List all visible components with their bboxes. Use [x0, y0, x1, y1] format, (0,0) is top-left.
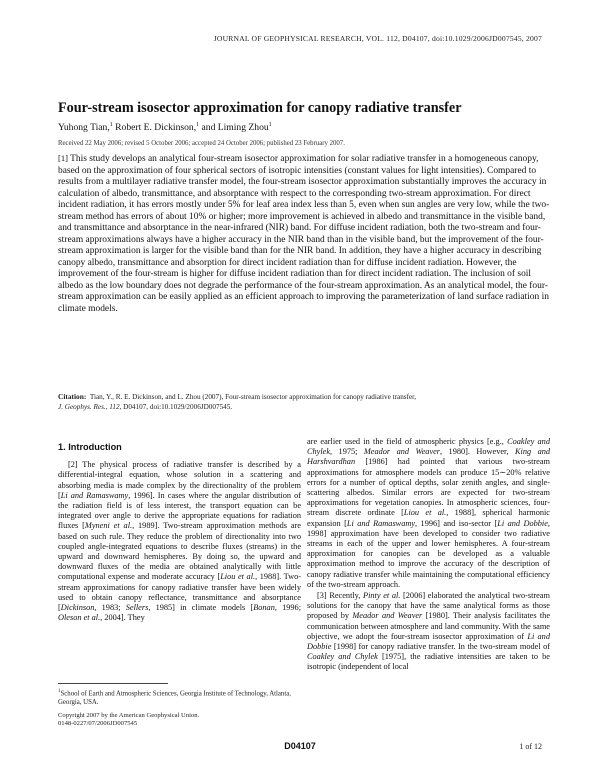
author-name: Robert E. Dickinson,: [112, 122, 197, 134]
reference-link: Sellers: [125, 603, 149, 613]
body-text: Recently,: [329, 591, 364, 601]
reference-link: Meador and Weaver: [352, 611, 423, 621]
body-text: , 1983;: [94, 603, 126, 613]
paragraph-number: [2]: [68, 460, 78, 470]
body-text: , 1988]. Two-stream approximations for canopy radiative transfer have been widely used to obtain canopy reflectance, transmittance and absorptance [: [58, 572, 302, 613]
section-heading: 1. Introduction: [58, 442, 122, 452]
body-text: The physical process of radiative transfer is described by a differential-integral equation, whose solution in a scattering and absorbing media is made complex by the directionality of the problem [: [58, 460, 301, 500]
body-text: , 1980]. However,: [440, 447, 515, 457]
copyright-notice: [58, 712, 301, 729]
article-id: D04107: [284, 741, 316, 751]
body-text: [1998] for canopy radiative transfer. In the two-stream model of: [331, 642, 550, 652]
affiliation-marker: 1: [109, 122, 113, 128]
body-text: , 1988], spherical harmonic expansion [: [307, 508, 550, 528]
reference-link: Li and Dobbie: [307, 631, 550, 652]
reference-link: Liou et al.: [220, 572, 256, 582]
body-text: , 1996]. In cases where the angular distribution of the radiation field is of less interest, the transport equation can be integrated over angle to derive the appropriate equations for radiation fluxes [: [58, 490, 301, 531]
body-text: , 1989]. Two-stream approximation methods are based on such rule. They reduce the problem of directionality into two coupled angle-integrated equations to describe fluxes (streams) in the upward and downward hemispheres. By doing so, the upward and downward fluxes of the media are obtained analytically with little computational expense and moderate accuracy [: [58, 521, 301, 582]
body-text: [2006] elaborated the analytical two-stream solutions for the canopy that have the same analytical forms as those proposed by: [307, 591, 550, 621]
reference-link: Coakley and Chylek: [307, 437, 550, 457]
left-column: [58, 436, 301, 623]
citation-journal: J. Geophys. Res., 112,: [58, 403, 122, 411]
reference-link: Li and Ramaswamy: [60, 490, 129, 500]
body-text: , 1998] approximation have been developed to consider two radiative streams in each of the upper and lower hemispheres. A four-stream approximation for canopies can be developed as a valuable approximation method to improve the accuracy of the description of canopy radiative transfer while maintaining the computational efficiency of the two-stream approach.: [307, 518, 550, 589]
right-column: [307, 437, 550, 673]
issn-line: 0148-0227/07/2006JD007545: [58, 720, 138, 728]
body-text: , 1975;: [330, 447, 364, 457]
body-text: , 1996;: [274, 603, 301, 613]
reference-link: Meador and Weaver: [363, 447, 441, 457]
reference-link: Liou et al.: [403, 508, 447, 518]
copyright-line: Copyright 2007 by the American Geophysical Union.: [58, 712, 200, 719]
received-dates: Received 22 May 2006; revised 5 October 2006; accepted 24 October 2006; published 23 February 2007.: [58, 140, 345, 147]
body-text: , 2004]. They: [100, 613, 145, 623]
paragraph-number: [1]: [58, 153, 68, 163]
paragraph-number: [3]: [317, 591, 327, 601]
citation-doi: D04107, doi:10.1029/2006JD007545.: [121, 403, 233, 411]
reference-link: King and Harshvardhan: [307, 447, 551, 467]
author-list: [58, 122, 548, 133]
reference-link: Pinty et al.: [363, 591, 401, 601]
reference-link: Bonan: [253, 603, 275, 613]
journal-header: JOURNAL OF GEOPHYSICAL RESEARCH, VOL. 112, D04107, doi:10.1029/2006JD007545, 2007: [213, 34, 542, 43]
reference-link: Oleson et al.: [58, 613, 101, 623]
affiliation-marker: 1: [196, 122, 200, 128]
body-text: [1980]. Their analysis facilitates the communication between atmosphere and land community. With the same objective, we adopt the four-stream isosector approximation of: [307, 611, 551, 641]
affiliation-marker: 1: [58, 689, 61, 694]
reference-link: Li and Ramaswamy: [346, 518, 416, 528]
reference-link: Li and Dobbie: [497, 518, 548, 528]
affiliation-marker: 1: [268, 122, 272, 128]
affiliation-footnote: [58, 688, 301, 707]
body-paragraph: [307, 437, 550, 590]
reference-link: Dickinson: [60, 603, 95, 613]
author-name: and Liming Zhou: [199, 122, 269, 134]
citation-text: Tian, Y., R. E. Dickinson, and L. Zhou (2007), Four-stream isosector approximation for canopy radiative transfer,: [89, 393, 417, 401]
paper-title: Four-stream isosector approximation for canopy radiative transfer: [58, 100, 462, 116]
body-paragraph: [307, 591, 550, 673]
body-paragraph: [58, 460, 301, 623]
affiliation-text: School of Earth and Atmospheric Sciences, Georgia Institute of Technology, Atlanta, Georgia, USA.: [58, 690, 291, 706]
abstract-text: This study develops an analytical four-stream isosector approximation for solar radiative transfer in a homogeneous canopy, based on the approximation of four spherical sectors of isotropic intensities (constant values for light intensities). Compared to results from a multilayer radiative transfer model, the four-stream isosector approximation substantially improves the accuracy in calculation of albedo, transmittance, and absorptance with respect to the corresponding two-stream approximation. For direct incident radiation, it has errors mostly under 5% for leaf area index less than 5, even when sun angles are very low, while the two-stream method has errors of about 10% or higher; more improvement is achieved in albedo and transmittance in the visible band, and transmittance and absorptance in the near-infrared (NIR) band. For diffuse incident radiation, both the two-stream and four-stream approximations always have a higher accuracy in the NIR band than in the visible band, but the improvement of the four-stream approximation is larger for the visible band than for the NIR band. In addition, they have a higher accuracy in describing canopy albedo, transmittance and absorption for direct incident radiation than for diffuse incident radiation. However, the improvement of the four-stream is higher for diffuse incident radiation than for direct incident radiation. The inclusion of soil albedo as the low boundary does not degrade the performance of the four-stream approximation. As an analytical model, the four-stream approximation can be easily applied as an efficient approach to improving the parameterization of land surface radiation in climate models.: [58, 154, 550, 314]
body-text: [1986] had pointed that various two-stream approximations for atmosphere models can produce 15∼20% relative errors for a number of optical depths, solar zenith angles, and single-scattering albedos. Similar errors are expected for two-stream approximations for vegetation canopies. In atmospheric sciences, four-stream discrete ordinate [: [307, 457, 550, 518]
reference-link: Coakley and Chylek: [307, 652, 378, 662]
body-text: are earlier used in the field of atmospheric physics [e.g.,: [307, 437, 508, 446]
body-text: , 1996] and iso-sector [: [415, 518, 498, 528]
citation-label: Citation:: [58, 392, 87, 401]
page-number: 1 of 12: [519, 742, 542, 751]
body-text: , 1985] in climate models [: [148, 603, 254, 613]
body-text: [1975], the radiative intensities are taken to be isotropic (independent of local: [307, 652, 550, 672]
citation-block: [58, 392, 550, 412]
abstract: [58, 153, 550, 315]
footnote-divider: [58, 683, 168, 684]
author-name: Yuhong Tian,: [58, 122, 110, 134]
reference-link: Myneni et al.: [84, 521, 133, 531]
